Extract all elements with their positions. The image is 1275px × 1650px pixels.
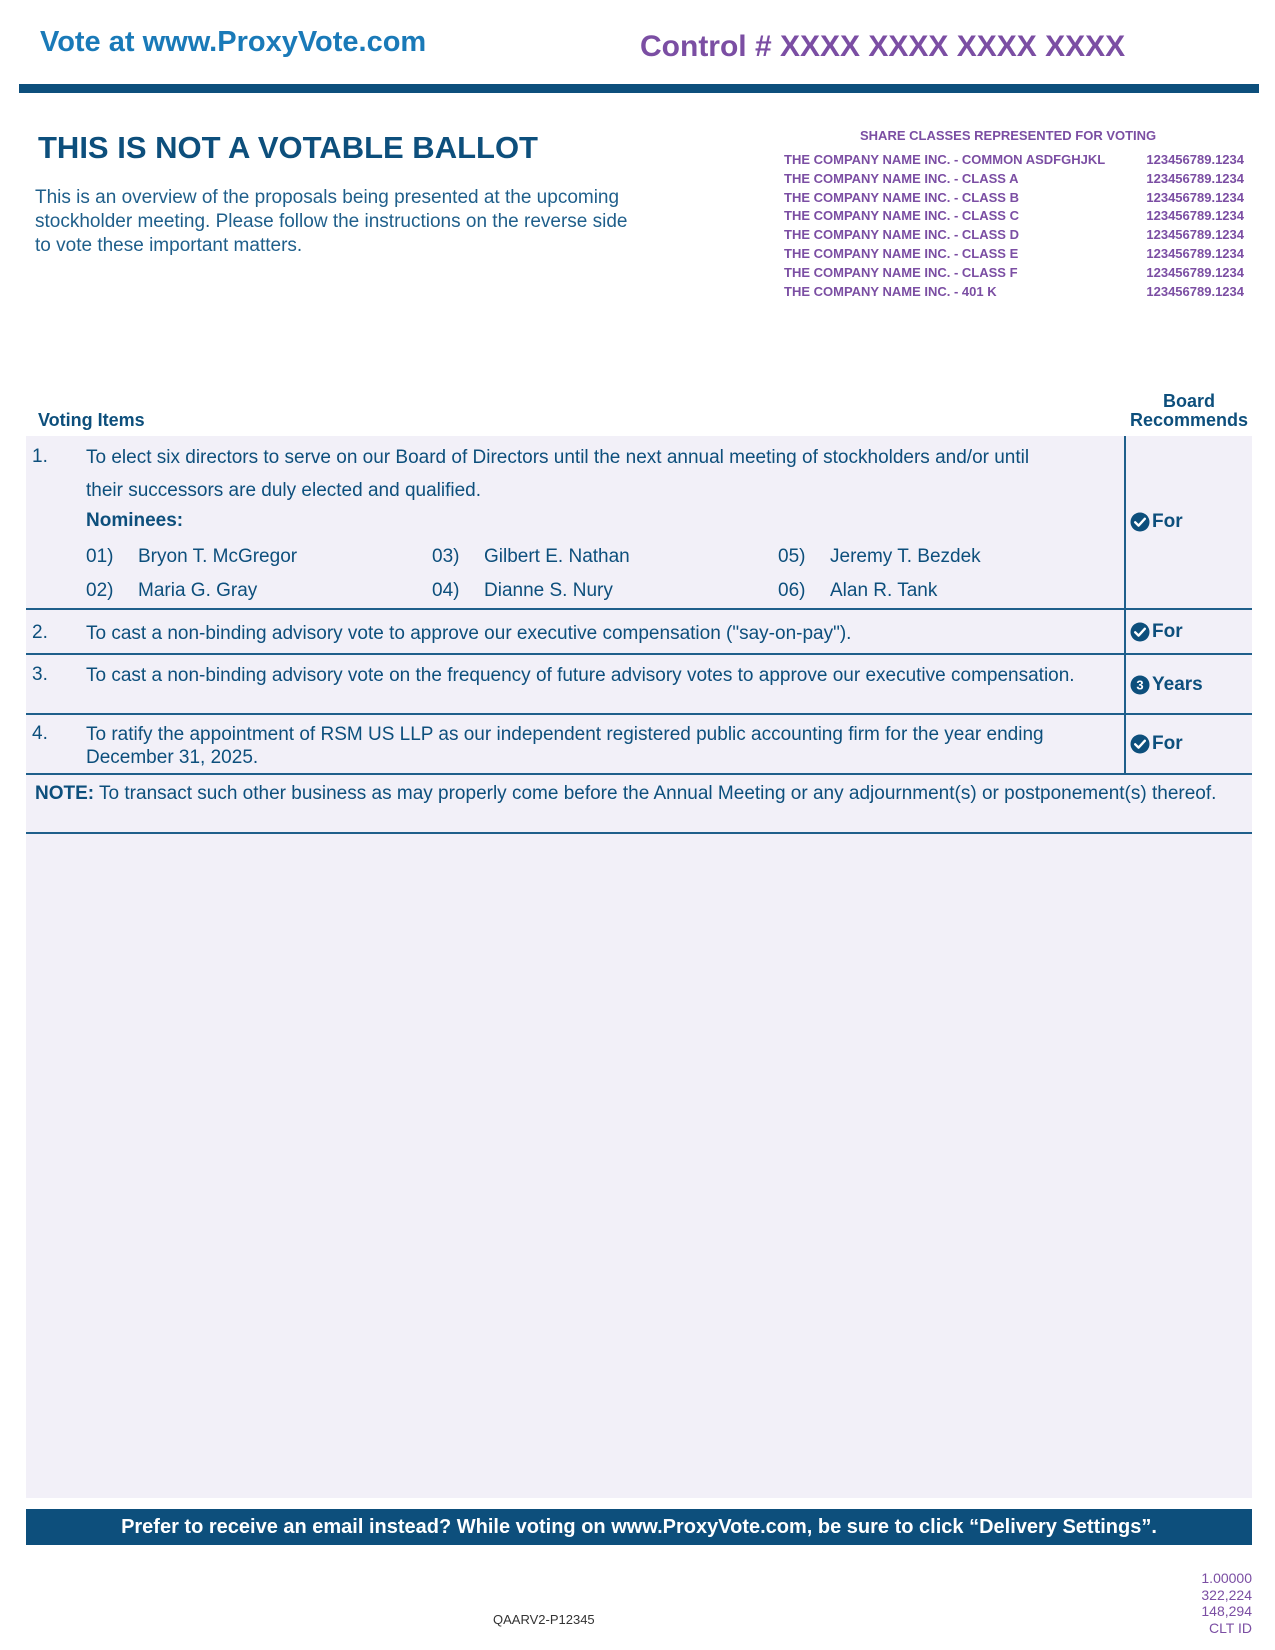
recommends-label: Recommends	[1129, 410, 1249, 430]
tracking-code: 322,224	[1201, 1586, 1252, 1603]
page-title: THIS IS NOT A VOTABLE BALLOT	[38, 130, 538, 165]
item-number: 3.	[32, 664, 48, 685]
column-divider	[1124, 714, 1126, 773]
intro-text: This is an overview of the proposals being presented at the upcoming stockholder meeting. Please follow the instructions on the reverse side to vote these important matters.	[35, 187, 628, 256]
nominee-name: Gilbert E. Nathan	[484, 546, 630, 567]
nominee-name: Dianne S. Nury	[484, 580, 613, 601]
recommendation-label: For	[1152, 733, 1183, 754]
share-class-name: THE COMPANY NAME INC. - CLASS E	[784, 245, 1019, 261]
form-code: QAARV2-P12345	[493, 1612, 595, 1627]
row-divider	[26, 773, 1252, 775]
share-class-row	[784, 207, 1244, 226]
recommendation-label: Years	[1152, 674, 1203, 695]
share-class-value: 123456789.1234	[1146, 170, 1244, 186]
nominee	[86, 546, 297, 568]
nominee-name: Alan R. Tank	[830, 580, 938, 601]
share-class-value: 123456789.1234	[1146, 152, 1244, 167]
nominee-number: 04)	[432, 580, 460, 601]
share-class-value: 123456789.1234	[1146, 208, 1244, 224]
share-class-row	[784, 189, 1244, 208]
share-class-name: THE COMPANY NAME INC. - CLASS B	[784, 189, 1019, 205]
share-class-value: 123456789.1234	[1146, 189, 1244, 205]
nominee-name: Bryon T. McGregor	[138, 546, 298, 567]
nominee-number: 02)	[86, 580, 114, 601]
check-circle-icon	[1130, 512, 1150, 532]
share-class-name: THE COMPANY NAME INC. - 401 K	[784, 283, 997, 299]
nominee-name: Maria G. Gray	[138, 580, 258, 601]
note-body: To transact such other business as may properly come before the Annual Meeting or any adjournment(s) or postponement(s) thereof.	[94, 783, 1217, 804]
nominee-number: 05)	[778, 546, 806, 567]
share-class-row	[784, 245, 1244, 264]
share-class-value: 123456789.1234	[1146, 283, 1244, 299]
vote-at-link[interactable]: Vote at www.ProxyVote.com	[40, 26, 427, 58]
tracking-code: 148,294	[1201, 1603, 1252, 1619]
row-divider	[26, 713, 1252, 715]
nominee-name: Jeremy T. Bezdek	[830, 546, 981, 567]
board-recommends-label	[1127, 392, 1251, 430]
delivery-settings-banner: Prefer to receive an email instead? While voting on www.ProxyVote.com, be sure to click “Delivery Settings”.	[26, 1509, 1252, 1545]
item-text: To cast a non-binding advisory vote on the frequency of future advisory votes to approve our executive compensation.	[86, 665, 1075, 686]
check-circle-icon	[1130, 734, 1150, 754]
note-text	[35, 782, 1235, 805]
item-text: their successors are duly elected and qualified.	[86, 480, 482, 501]
recommendation-for	[1130, 511, 1183, 533]
recommendation-years	[1130, 674, 1203, 696]
column-divider	[1124, 609, 1126, 653]
share-classes-list	[784, 151, 1244, 301]
item-text: To ratify the appointment of RSM US LLP as our independent registered public accounting firm for the year ending December 31, 2025.	[86, 724, 1044, 768]
note-label: NOTE:	[35, 783, 95, 804]
tracking-code: CLT ID	[1208, 1619, 1252, 1636]
badge-number: 3	[1136, 677, 1144, 693]
share-classes-heading: SHARE CLASSES REPRESENTED FOR VOTING	[860, 128, 1157, 143]
header-divider	[19, 84, 1259, 93]
tracking-codes	[1100, 1570, 1252, 1636]
share-class-row	[784, 283, 1244, 302]
control-number: Control # XXXX XXXX XXXX XXXX	[640, 30, 1126, 63]
recommendation-for	[1130, 733, 1183, 755]
item-number: 4.	[32, 723, 48, 744]
recommendation-label: For	[1152, 621, 1183, 642]
nominee	[778, 546, 981, 568]
share-class-row	[784, 170, 1244, 189]
nominee	[432, 580, 613, 602]
nominee-number: 01)	[86, 546, 114, 567]
voting-items-label: Voting Items	[38, 410, 145, 430]
item-number: 1.	[32, 446, 48, 467]
nominee	[86, 580, 257, 602]
column-divider	[1124, 654, 1126, 713]
share-class-name: THE COMPANY NAME INC. - CLASS A	[784, 170, 1019, 186]
number-circle-icon	[1130, 675, 1150, 695]
share-class-value: 123456789.1234	[1146, 245, 1244, 261]
nominees-label: Nominees:	[86, 510, 184, 531]
check-circle-icon	[1130, 622, 1150, 642]
share-class-value: 123456789.1234	[1146, 264, 1244, 280]
share-class-value: 123456789.1234	[1146, 227, 1244, 243]
recommendation-label: For	[1152, 511, 1183, 532]
column-divider	[1124, 436, 1126, 608]
tracking-code: 1.00000	[1201, 1570, 1252, 1586]
row-divider	[26, 608, 1252, 610]
board-label: Board	[1162, 391, 1215, 411]
share-class-row	[784, 151, 1244, 170]
item-text: To elect six directors to serve on our Board of Directors until the next annual meeting of stockholders and/or until	[86, 447, 1030, 468]
share-class-name: THE COMPANY NAME INC. - CLASS F	[784, 264, 1018, 280]
recommendation-for	[1130, 621, 1183, 643]
share-class-row	[784, 264, 1244, 283]
nominee-number: 06)	[778, 580, 806, 601]
nominee	[432, 546, 630, 568]
nominee	[778, 580, 937, 602]
share-class-name: THE COMPANY NAME INC. - CLASS C	[784, 208, 1019, 224]
item-number: 2.	[32, 622, 48, 643]
share-class-name: THE COMPANY NAME INC. - CLASS D	[784, 227, 1019, 243]
share-class-row	[784, 226, 1244, 245]
row-divider	[26, 832, 1252, 834]
nominee-number: 03)	[432, 546, 460, 567]
share-class-name: THE COMPANY NAME INC. - COMMON ASDFGHJKL	[784, 152, 1106, 167]
item-text: To cast a non-binding advisory vote to approve our executive compensation ("say-on-pay").	[86, 623, 852, 644]
row-divider	[26, 653, 1252, 655]
